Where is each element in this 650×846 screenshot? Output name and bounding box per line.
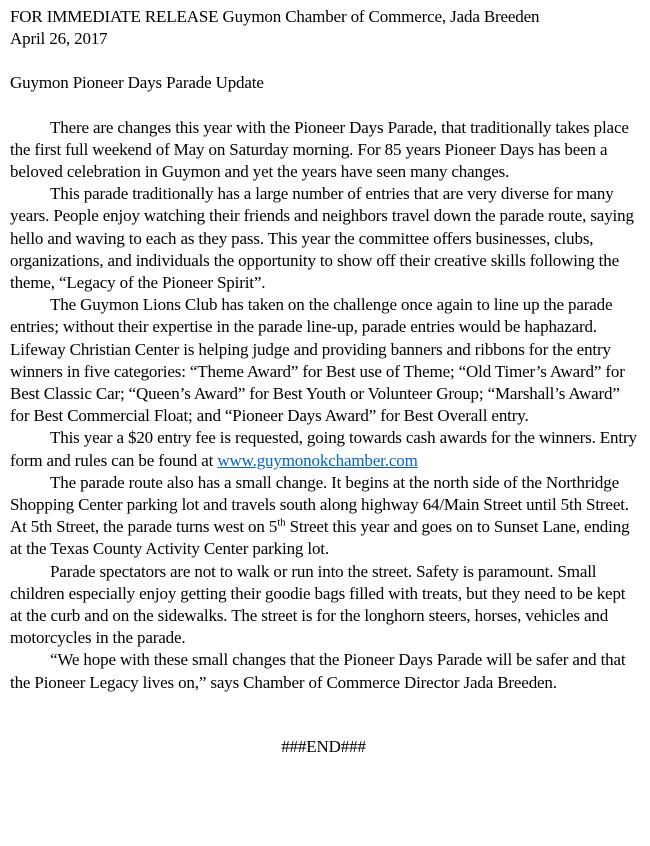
paragraph: [10, 117, 637, 184]
ordinal-suffix: th: [277, 516, 286, 529]
release-header: FOR IMMEDIATE RELEASE Guymon Chamber of Commerce, Jada Breeden: [10, 7, 540, 26]
release-date: April 26, 2017: [10, 29, 108, 49]
paragraph-text: This parade traditionally has a large number of entries that are very diverse for many years. People enjoy watching their friends and neighbors travel down the parade route, saying hello and waving to each as they pass. This year the committee offers businesses, clubs, organizations, and individuals the opportunity to show off their creative skills following the theme, “Legacy of the Pioneer Spirit”.: [10, 184, 634, 293]
paragraph: [10, 649, 637, 693]
paragraph: [10, 427, 637, 471]
paragraph-text: There are changes this year with the Pioneer Days Parade, that traditionally takes place the first full weekend of May on Saturday morning. For 85 years Pioneer Days has been a beloved celebration in Guymon and yet the years have seen many changes.: [10, 117, 629, 182]
paragraph-text: The parade route also has a small change. It begins at the north side of the Northridge Shopping Center parking lot and travels south along highway 64/Main Street until 5th Street. At 5th Street, the parade turns west on 5: [10, 472, 629, 537]
paragraph: [10, 472, 637, 561]
paragraph-text: “We hope with these small changes that the Pioneer Days Parade will be safer and that the Pioneer Legacy lives on,” says Chamber of Commerce Director Jada Breeden.: [10, 650, 626, 692]
paragraph: [10, 561, 637, 650]
chamber-website-link[interactable]: www.guymonokchamber.com: [217, 450, 418, 470]
paragraph: [10, 294, 637, 427]
body-paragraphs: [10, 117, 637, 694]
document-title: Guymon Pioneer Days Parade Update: [10, 73, 264, 93]
end-marker: ###END###: [281, 736, 366, 756]
paragraph-text: Street this year and goes on to Sunset Lane, ending at the Texas County Activity Center parking lot.: [10, 517, 630, 559]
paragraph-text: The Guymon Lions Club has taken on the challenge once again to line up the parade entries; without their expertise in the parade line-up, parade entries would be haphazard. Lifeway Christian Center is helping judge and providing banners and ribbons for the entry winners in five categories: “Theme Award” for Best use of Theme; “Old Timer’s Award” for Best Classic Car; “Queen’s Award” for Best Youth or Volunteer Group; “Marshall’s Award” for Best Commercial Float; and “Pioneer Days Award” for Best Overall entry.: [10, 295, 625, 426]
paragraph-text: This year a $20 entry fee is requested, going towards cash awards for the winners. Entry form and rules can be found at: [10, 428, 637, 470]
paragraph: [10, 183, 637, 294]
paragraph-text: Parade spectators are not to walk or run into the street. Safety is paramount. Small children especially enjoy getting their goodie bags filled with treats, but they need to be kept at the curb and on the sidewalks. The street is for the longhorn steers, horses, vehicles and motorcycles in the parade.: [10, 561, 626, 648]
